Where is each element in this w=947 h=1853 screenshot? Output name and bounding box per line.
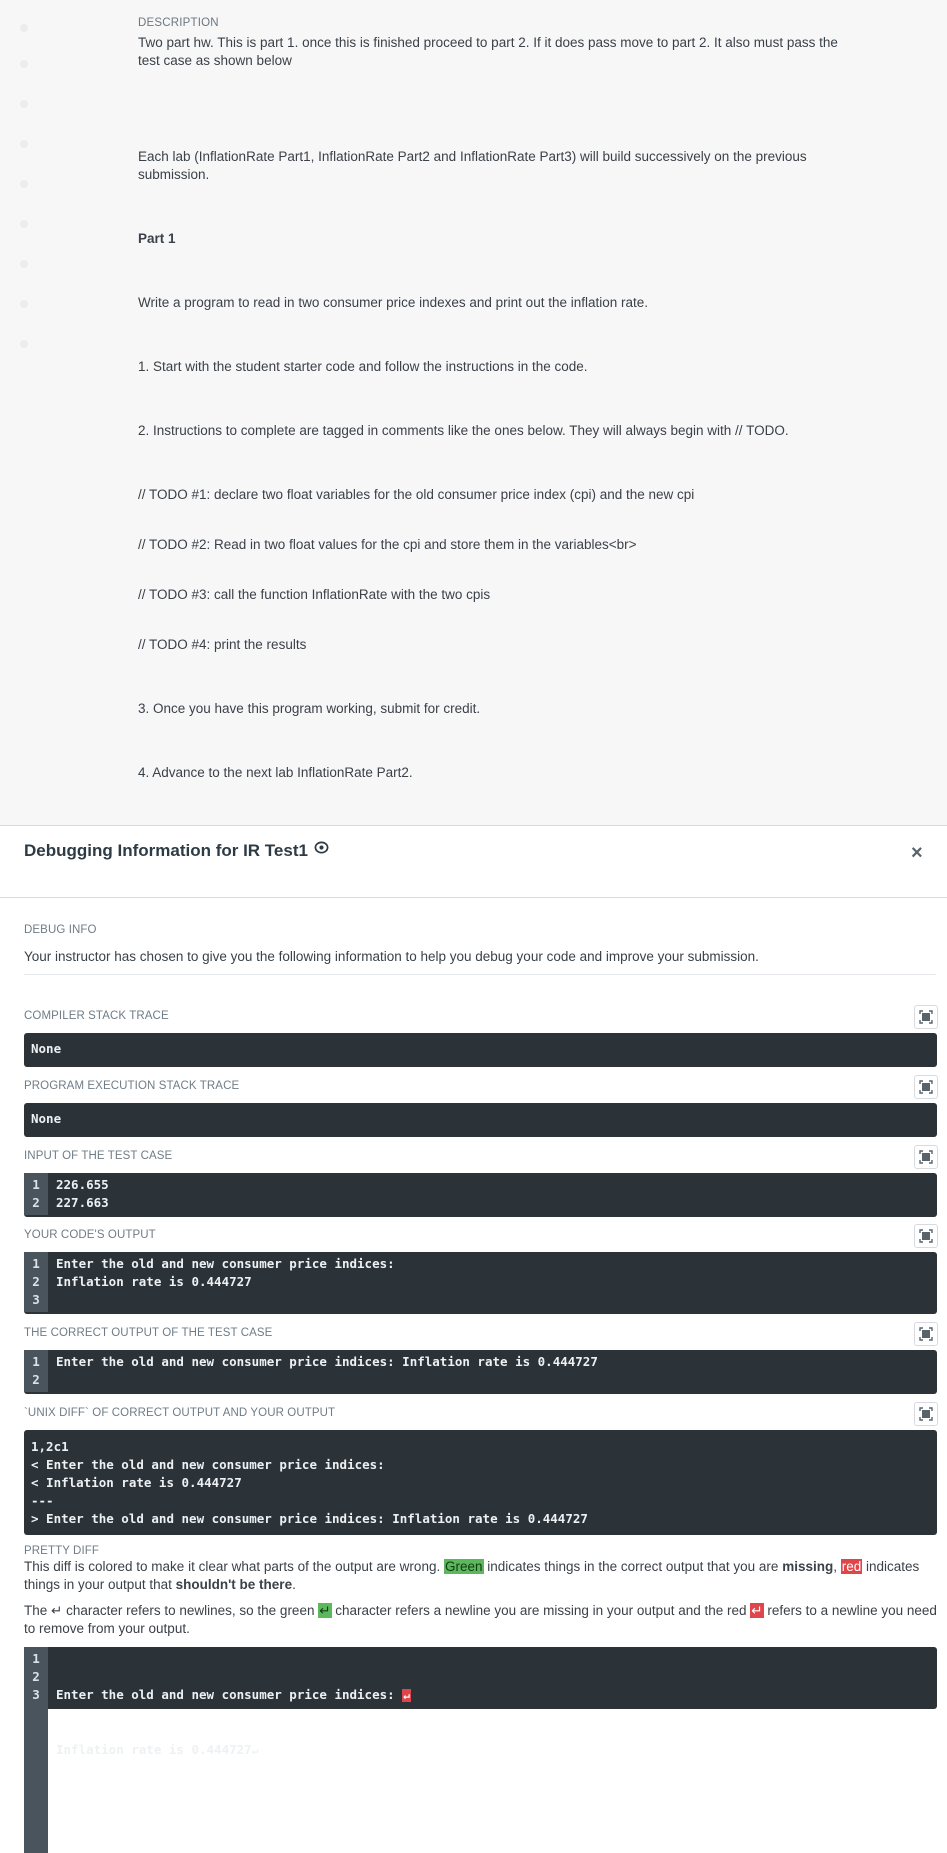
sidebar-dot bbox=[20, 100, 28, 108]
pretty-diff-label: PRETTY DIFF bbox=[24, 1545, 100, 1557]
your-output-block bbox=[24, 1252, 937, 1314]
close-icon[interactable]: × bbox=[911, 842, 923, 864]
red-swatch: red bbox=[841, 1559, 862, 1574]
sidebar-dot bbox=[20, 24, 28, 32]
todo-2: // TODO #2: Read in two float values for the cpi and store them in the variables<br> bbox=[138, 537, 637, 552]
sidebar-dot bbox=[20, 260, 28, 268]
step-2: 2. Instructions to complete are tagged in comments like the ones below. They will always begin with // TODO. bbox=[138, 423, 789, 438]
sidebar-dot bbox=[20, 60, 28, 68]
pretty-diff-lines: Enter the old and new consumer price indices: ↵ Inflation rate is 0.444727↵ bbox=[56, 1687, 410, 1757]
description-label: DESCRIPTION bbox=[138, 17, 219, 29]
pretty-diff-block bbox=[24, 1647, 937, 1757]
sidebar-dot bbox=[20, 340, 28, 348]
input-lines: 226.655 227.663 bbox=[56, 1177, 109, 1210]
unix-diff-block bbox=[24, 1430, 937, 1535]
unix-diff-text: 1,2c1 < Enter the old and new consumer price indices: < Inflation rate is 0.444727 --- > Enter the old and new consumer price indices: Inflation rate is 0.444727 bbox=[31, 1439, 588, 1526]
execution-trace-value: None bbox=[31, 1111, 62, 1126]
expand-icon[interactable] bbox=[914, 1075, 938, 1099]
expand-icon[interactable] bbox=[914, 1402, 938, 1426]
todo-3: // TODO #3: call the function InflationRate with the two cpis bbox=[138, 587, 491, 602]
step-4: 4. Advance to the next lab InflationRate Part2. bbox=[138, 765, 413, 780]
todo-4: // TODO #4: print the results bbox=[138, 637, 307, 652]
green-swatch: Green bbox=[444, 1559, 483, 1574]
compiler-trace-value: None bbox=[31, 1041, 62, 1056]
debug-info-label: DEBUG INFO bbox=[24, 924, 97, 936]
expand-icon[interactable] bbox=[914, 1224, 938, 1248]
sidebar-dot bbox=[20, 220, 28, 228]
execution-trace-label: PROGRAM EXECUTION STACK TRACE bbox=[24, 1080, 240, 1092]
your-output-lines: Enter the old and new consumer price indices: Inflation rate is 0.444727 bbox=[56, 1256, 395, 1289]
red-return-icon: ↵ bbox=[751, 1603, 763, 1618]
divider bbox=[0, 897, 947, 898]
sidebar-dot bbox=[20, 180, 28, 188]
red-return-icon: ↵ bbox=[403, 1689, 410, 1702]
sidebar-dot bbox=[20, 300, 28, 308]
step-1: 1. Start with the student starter code and follow the instructions in the code. bbox=[138, 359, 588, 374]
return-icon: ↵ bbox=[251, 1744, 259, 1757]
line-gutter: 1 2 3 bbox=[24, 1647, 48, 1853]
correct-output-lines: Enter the old and new consumer price indices: Inflation rate is 0.444727 bbox=[56, 1354, 598, 1369]
expand-icon[interactable] bbox=[914, 1005, 938, 1029]
compiler-trace-block bbox=[24, 1033, 937, 1067]
execution-trace-block bbox=[24, 1103, 937, 1137]
compiler-trace-label: COMPILER STACK TRACE bbox=[24, 1010, 169, 1022]
todo-1: // TODO #1: declare two float variables for the old consumer price index (cpi) and the new cpi bbox=[138, 487, 695, 502]
input-label: INPUT OF THE TEST CASE bbox=[24, 1150, 173, 1162]
step-3: 3. Once you have this program working, submit for credit. bbox=[138, 701, 481, 716]
part-heading: Part 1 bbox=[138, 231, 176, 246]
debug-panel-title bbox=[24, 840, 329, 861]
pretty-diff-explanation: This diff is colored to make it clear what parts of the output are wrong. Green indicates things in the correct output that you are missing, red indicates things in your output that shouldn't be there. bbox=[24, 1559, 920, 1592]
green-return-icon: ↵ bbox=[319, 1603, 331, 1618]
debug-title-text: Debugging Information for IR Test1 bbox=[24, 841, 308, 860]
divider bbox=[24, 974, 936, 975]
description-labs-note: Each lab (InflationRate Part1, InflationRate Part2 and InflationRate Part3) will build successively on the previous submission. bbox=[138, 149, 807, 182]
return-icon: ↵ bbox=[51, 1603, 63, 1618]
pretty-diff-newline-note: The ↵ character refers to newlines, so the green ↵ character refers a newline you are missing in your output and the red ↵ refers to a newline you need to remove from your output. bbox=[24, 1603, 937, 1636]
line-gutter: 1 2 bbox=[24, 1173, 48, 1215]
input-block bbox=[24, 1173, 937, 1217]
line-gutter: 1 2 3 bbox=[24, 1252, 48, 1312]
expand-icon[interactable] bbox=[914, 1145, 938, 1169]
your-output-label: YOUR CODE'S OUTPUT bbox=[24, 1229, 156, 1241]
description-intro: Two part hw. This is part 1. once this is finished proceed to part 2. If it does pass move to part 2. It also must pass the test case as shown below bbox=[138, 35, 838, 68]
eye-icon[interactable] bbox=[314, 840, 329, 860]
unix-diff-label: `UNIX DIFF` OF CORRECT OUTPUT AND YOUR OUTPUT bbox=[24, 1407, 336, 1419]
sidebar-dot bbox=[20, 140, 28, 148]
debug-info-text: Your instructor has chosen to give you the following information to help you debug your code and improve your submission. bbox=[24, 949, 759, 964]
correct-output-block bbox=[24, 1350, 937, 1394]
task-text: Write a program to read in two consumer price indexes and print out the inflation rate. bbox=[138, 295, 649, 310]
expand-icon[interactable] bbox=[914, 1322, 938, 1346]
correct-output-label: THE CORRECT OUTPUT OF THE TEST CASE bbox=[24, 1327, 273, 1339]
line-gutter: 1 2 bbox=[24, 1350, 48, 1392]
